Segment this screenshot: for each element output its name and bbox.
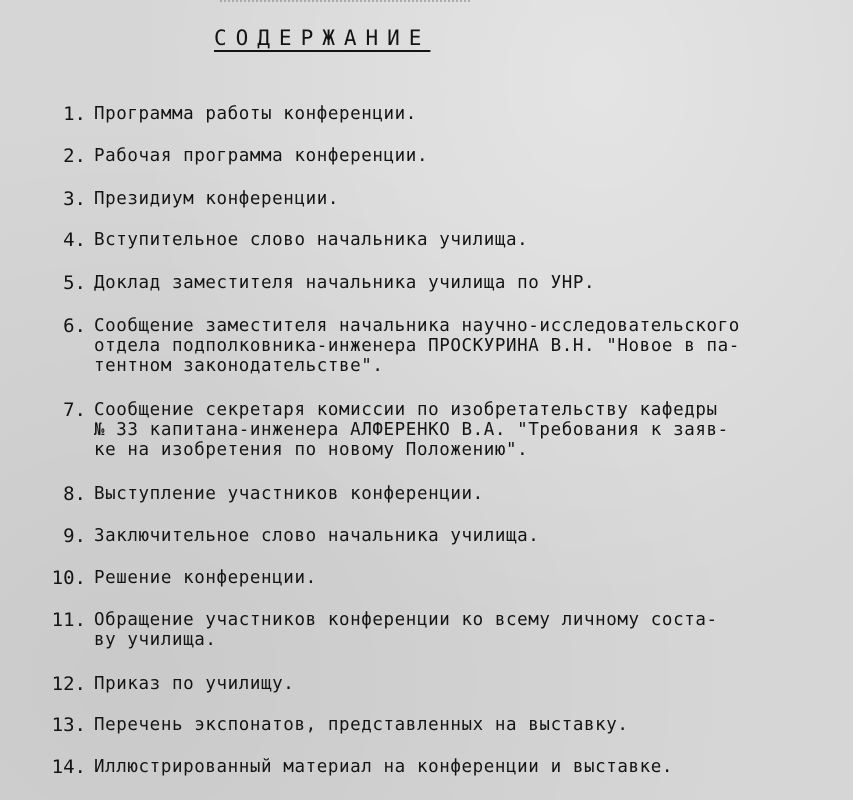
toc-entry: [40, 189, 845, 210]
entry-text: Перечень экспонатов, представленных на выставку.: [94, 715, 629, 735]
page-title: СОДЕРЖАНИЕ: [214, 26, 431, 50]
entry-number: 8.: [63, 483, 86, 505]
entry-text: Программа работы конференции.: [94, 104, 417, 124]
entry-text: Иллюстрированный материал на конференции и выставке.: [94, 757, 674, 777]
entry-text: Заключительное слово начальника училища.: [94, 526, 540, 546]
toc-entry: [40, 715, 845, 736]
entry-number: 5.: [63, 272, 86, 294]
entry-text: Сообщение секретаря комиссии по изобретательству кафедры № 33 капитана-инженера АЛФЕРЕНКО В.А. "Требования к заяв- ке на изобретения по новому Положению".: [94, 400, 729, 460]
top-edge-mark: [220, 0, 470, 6]
toc-entry: [40, 273, 845, 294]
entry-number: 12.: [51, 673, 86, 695]
entry-number: 2.: [63, 145, 86, 167]
toc-entry: [40, 146, 845, 167]
entry-number: 6.: [63, 315, 86, 337]
entry-text: Обращение участников конференции ко всему личному соста- ву училища.: [94, 610, 718, 650]
toc-entry: [40, 757, 845, 778]
toc-entry: [40, 400, 845, 460]
entry-text: Рабочая программа конференции.: [94, 146, 429, 166]
entry-number: 10.: [51, 567, 86, 589]
toc-entry: [40, 316, 845, 376]
toc-entry: [40, 568, 845, 589]
entry-text: Выступление участников конференции.: [94, 484, 484, 504]
toc-entry: [40, 610, 845, 650]
toc-entry: [40, 104, 845, 125]
entry-text: Доклад заместителя начальника училища по УНР.: [94, 273, 596, 293]
toc-entry: [40, 484, 845, 505]
entry-number: 3.: [63, 188, 86, 210]
entry-number: 9.: [63, 525, 86, 547]
entry-text: Вступительное слово начальника училища.: [94, 230, 529, 250]
entry-text: Решение конференции.: [94, 568, 317, 588]
entry-number: 14.: [51, 756, 86, 778]
entry-number: 7.: [63, 399, 86, 421]
entry-number: 4.: [63, 229, 86, 251]
entry-number: 11.: [51, 609, 86, 631]
toc-entry: [40, 526, 845, 547]
entry-text: Сообщение заместителя начальника научно-исследовательского отдела подполковника-инженера ПРОСКУРИНА В.Н. "Новое в па- тентном законодательстве".: [94, 316, 740, 376]
toc-entry: [40, 230, 845, 251]
entry-number: 13.: [51, 714, 86, 736]
entry-text: Президиум конференции.: [94, 189, 339, 209]
entry-text: Приказ по училищу.: [94, 674, 295, 694]
toc-entry: [40, 674, 845, 695]
entry-number: 1.: [63, 103, 86, 125]
